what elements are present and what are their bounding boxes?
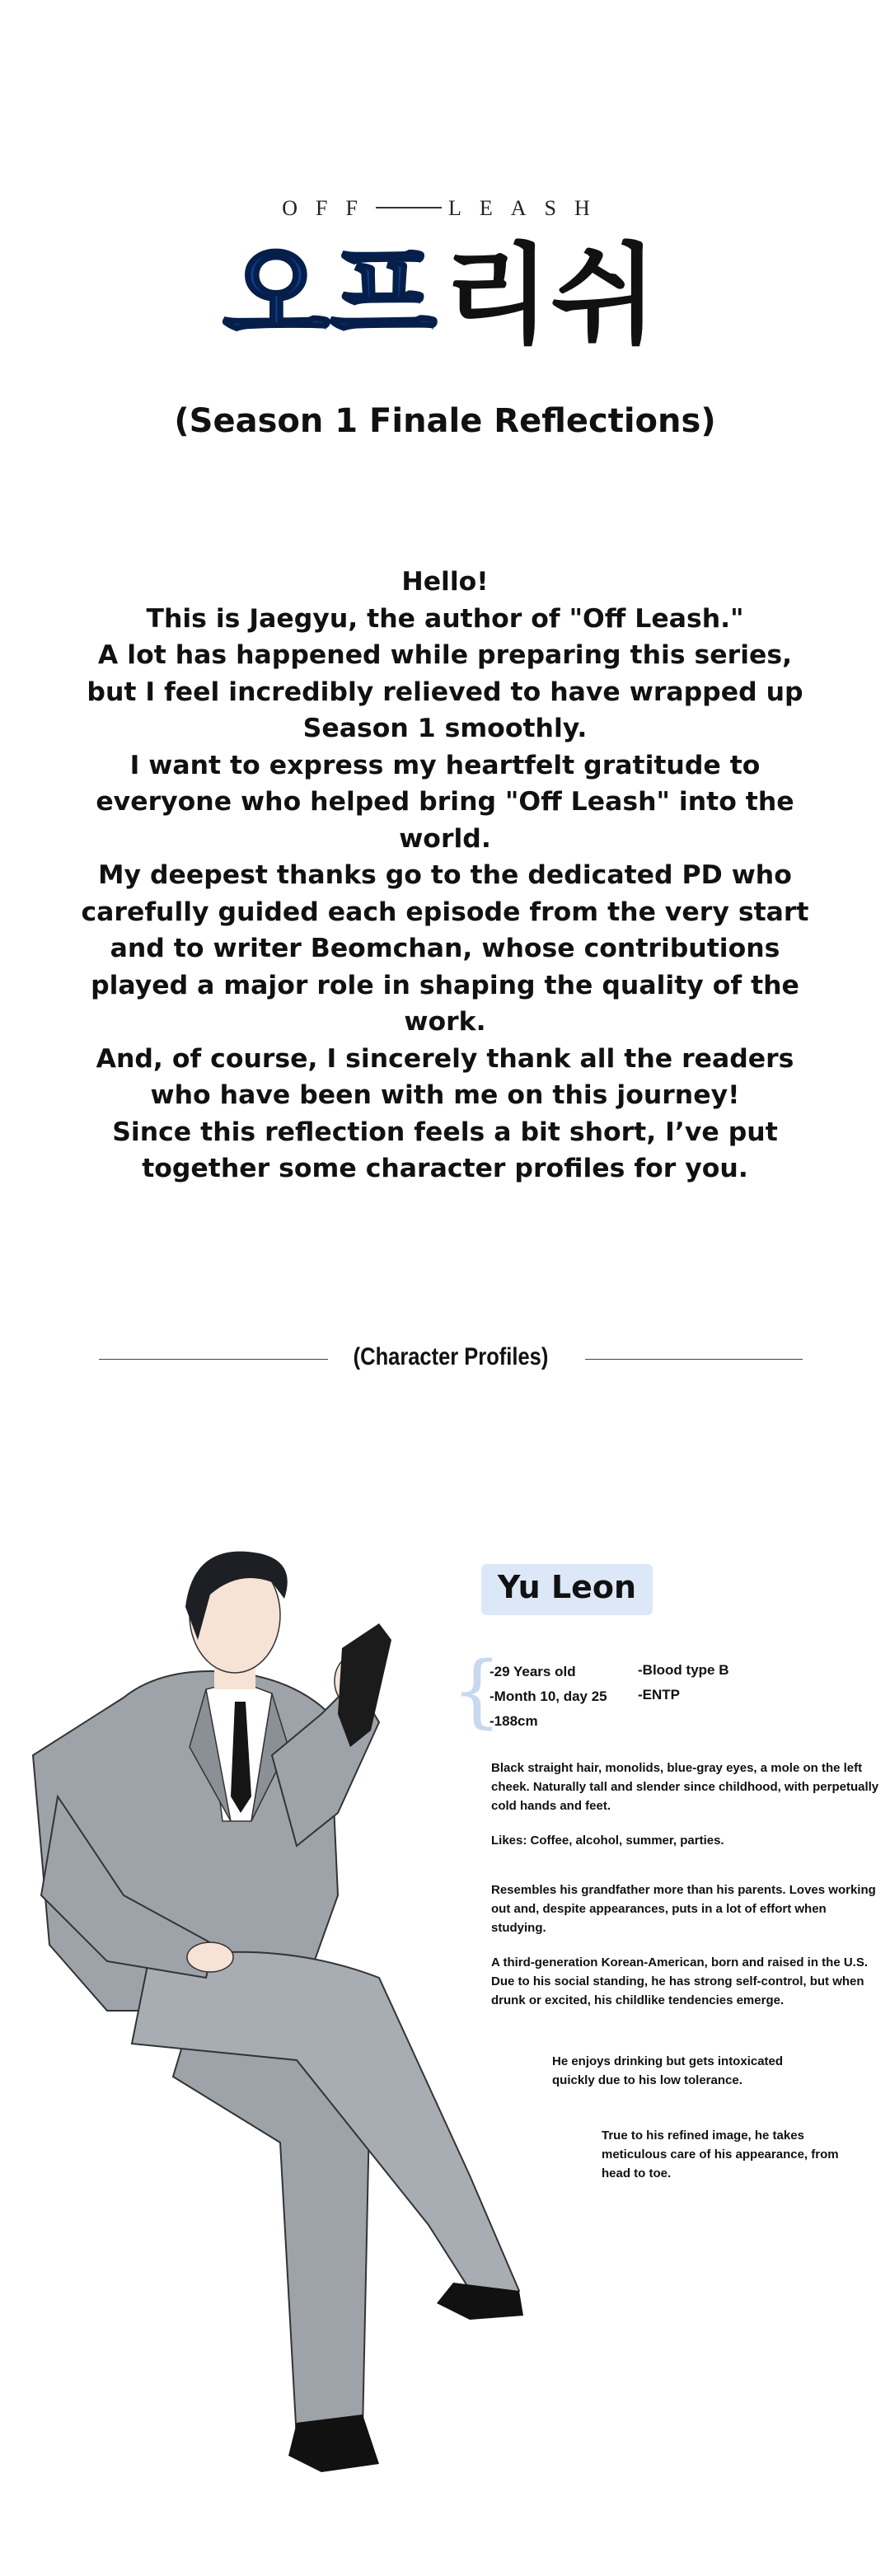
letter-line: Hello! [401,567,489,597]
stat-mbti: -ENTP [638,1687,680,1703]
section-header [99,1338,803,1379]
stat-birthday: -Month 10, day 25 [490,1688,607,1704]
stats-left [490,1660,607,1734]
logo-english-left: OFF [282,196,376,220]
profile-background: A third-generation Korean-American, born and raised in the U.S. Due to his social standing, he has strong self-control, but when drunk or excited, his childlike tendencies emerge. [491,1955,869,2007]
svg-text:리쉬: 리쉬 [443,232,658,356]
letter-line: And, of course, I sincerely thank all the readers who have been with me on this journey! [96,1043,794,1110]
stat-height: -188cm [490,1713,538,1729]
letter-line: My deepest thanks go to the dedicated PD who carefully guided each episode from the very start and to writer Beomchan, whose contributions played a major role in shaping the quality of the work. [81,860,809,1037]
page-subtitle: (Season 1 Finale Reflections) [174,402,716,440]
profile-grooming: True to his refined image, he takes meticulous care of his appearance, from head to toe. [602,2129,839,2180]
logo-korean [0,224,890,359]
logo-dash [376,207,442,208]
letter-line: I want to express my heartfelt gratitude to everyone who helped bring "Off Leash" into the world. [96,750,794,854]
stats-right [638,1658,729,1707]
brace-decoration: { [452,1645,503,1737]
character-name: Yu Leon [497,1569,637,1605]
letter-line: Since this reflection feels a bit short, I’ve put together some character profiles for you. [112,1117,778,1183]
stat-blood-type: -Blood type B [638,1662,729,1678]
divider-right [585,1359,803,1360]
letter-line: A lot has happened while preparing this series, but I feel incredibly relieved to have wrapped up Season 1 smoothly. [87,640,803,743]
section-title: (Character Profiles) [353,1343,549,1370]
author-letter [79,564,811,1187]
svg-text:오프: 오프 [222,232,437,356]
logo-english-right: LEASH [447,196,608,220]
profile-drinking: He enjoys drinking but gets intoxicated quickly due to his low tolerance. [552,2054,784,2087]
profile-likes: Likes: Coffee, alcohol, summer, parties. [491,1834,724,1848]
letter-line: This is Jaegyu, the author of "Off Leash." [146,603,744,634]
logo-korean-artwork [222,224,668,356]
logo-english [0,196,890,221]
profile-appearance: Black straight hair, monolids, blue-gray eyes, a mole on the left cheek. Naturally tall and slender since childhood, with perpetually cold hands and feet. [491,1761,879,1813]
profile-personality: Resembles his grandfather more than his parents. Loves working out and, despite appearances, puts in a lot of effort when studying. [491,1883,876,1935]
stat-age: -29 Years old [490,1664,576,1679]
